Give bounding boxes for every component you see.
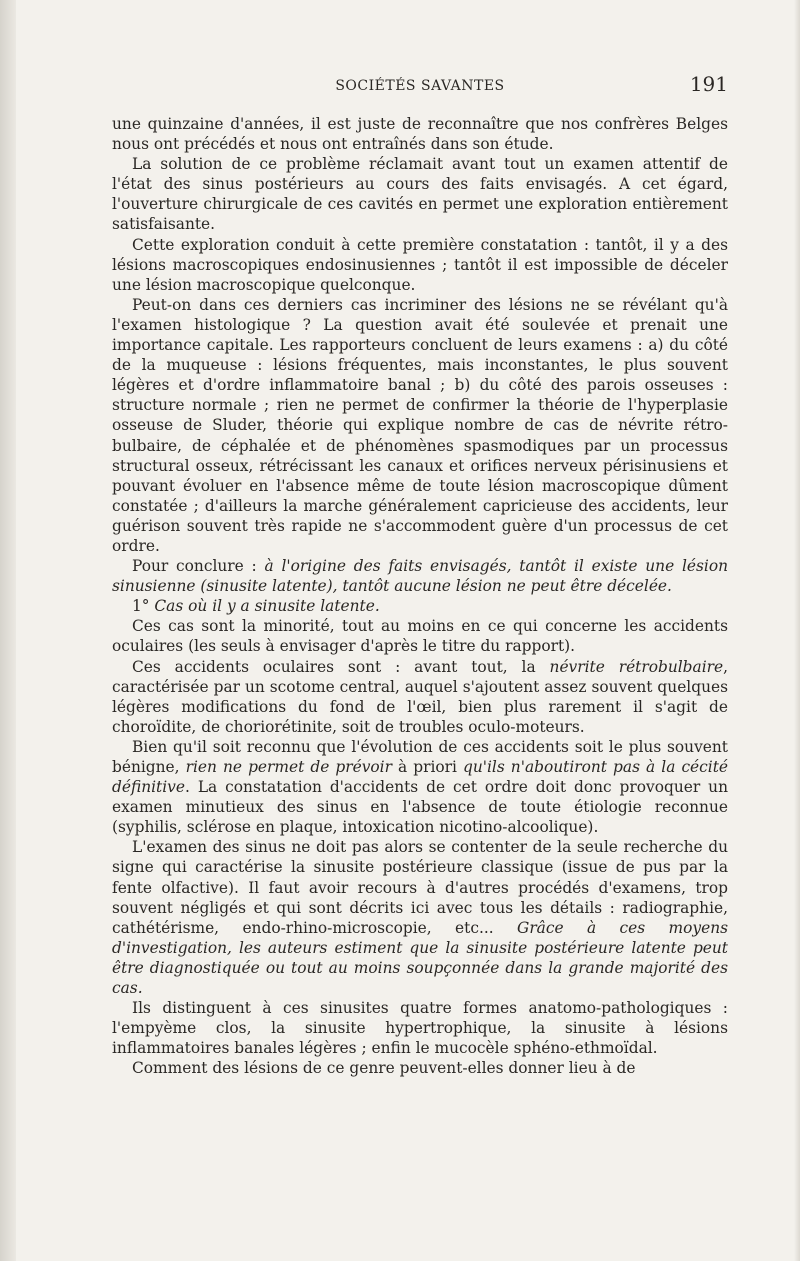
page-header <box>112 74 728 100</box>
page-body <box>112 114 728 1079</box>
text-run: , caractérisée par un scotome central, auquel s'ajoutent assez souvent quelques légères modifications du fond de l'œil, bien plus rarement il s'agit de choroïdite, de choriorétinite, soit de troubles oculo-moteurs. <box>112 657 728 736</box>
conclusion-lead: Pour conclure : <box>132 557 265 576</box>
conclusion-italic: à l'origine des faits envisagés, tantôt il existe une lésion sinusienne (sinusite latente), tantôt aucune lésion ne peut être décelée. <box>112 557 728 596</box>
paragraph <box>112 837 728 998</box>
section-title: Cas où il y a sinusite latente. <box>154 597 380 616</box>
paragraph: Ces cas sont la minorité, tout au moins en ce qui concerne les accidents oculaires (les seuls à envisager d'après le titre du rapport). <box>112 617 728 656</box>
paragraph: Peut-on dans ces derniers cas incriminer des lésions ne se révélant qu'à l'examen histologique ? La question avait été soulevée et prenait une importance capitale. Les rapporteurs concluent de leurs examens : a) du côté de la muqueuse : lésions fréquentes, mais inconstantes, le plus souvent légères et d'ordre inflammatoire banal ; b) du côté des parois osseuses : structure normale ; rien ne permet de confirmer la théorie de l'hyperplasie osseuse de Sluder, théorie qui explique nombre de cas de névrite rétro-bulbaire, de céphalée et de phénomènes spasmodiques par un processus structural osseux, rétrécissant les canaux et orifices nerveux périsinusiens et pouvant évoluer en l'absence même de toute lésion macroscopique dûment constatée ; d'ailleurs la marche généralement capricieuse des accidents, leur guérison souvent très rapide ne s'accommodent guère d'un processus de cet ordre. <box>112 295 728 555</box>
page-edge <box>794 0 800 1261</box>
paragraph <box>112 657 728 737</box>
text-run: Ces accidents oculaires sont : avant tout, la <box>132 657 550 676</box>
italic-run: qu'ils n'aboutiront pas à la cécité définitive <box>112 758 729 797</box>
text-run: Bien qu'il soit reconnu que l'évolution de ces accidents soit le plus souvent bénigne, <box>112 737 728 776</box>
section-heading <box>112 596 728 616</box>
paragraph: Comment des lésions de ce genre peuvent-elles donner lieu à de <box>132 1059 636 1078</box>
text-run: . La constatation d'accidents de cet ordre doit donc provoquer un examen minutieux des sinus en l'absence de toute étiologie reconnue (syphilis, sclérose en plaque, intoxication nicotino-alcoolique). <box>112 778 728 837</box>
page-number: 191 <box>689 72 728 96</box>
text-run: L'examen des sinus ne doit pas alors se contenter de la seule recherche du signe qui caractérise la sinusite postérieure classique (issue de pus par la fente olfactive). Il faut avoir recours à d'autres procédés d'examens, trop souvent négligés et qui sont décrits ici avec tous les détails : radiographie, cathétérisme, endo-rhino-microscopie, etc... <box>112 838 728 937</box>
italic-run: névrite rétrobulbaire <box>549 657 724 676</box>
running-head: SOCIÉTÉS SAVANTES <box>335 78 505 94</box>
paragraph <box>112 737 728 837</box>
paragraph: La solution de ce problème réclamait avant tout un examen attentif de l'état des sinus postérieurs au cours des faits envisagés. A cet égard, l'ouverture chirurgicale de ces cavités en permet une exploration entièrement satisfaisante. <box>112 155 728 234</box>
paragraph <box>112 556 728 596</box>
section-number: 1° <box>132 597 155 616</box>
italic-run: rien ne permet de prévoir <box>185 758 392 776</box>
book-spine-shadow <box>0 0 16 1261</box>
text-run: à priori <box>391 758 463 776</box>
paragraph: Ils distinguent à ces sinusites quatre formes anatomo-pathologiques : l'empyème clos, la sinusite hypertrophique, la sinusite à lésions inflammatoires banales légères ; enfin le mucocèle sphéno-ethmoïdal. <box>112 999 728 1058</box>
paragraph: une quinzaine d'années, il est juste de reconnaître que nos confrères Belges nous ont précédés et nous ont entraînés dans son étude. <box>112 115 728 154</box>
paragraph: Cette exploration conduit à cette première constatation : tantôt, il y a des lésions macroscopiques endosinusiennes ; tantôt il est impossible de déceler une lésion macroscopique quelconque. <box>112 235 728 294</box>
italic-run: Grâce à ces moyens d'investigation, les auteurs estiment que la sinusite postérieure latente peut être diagnostiquée ou tout au moins soupçonnée dans la grande majorité des cas. <box>112 918 728 998</box>
